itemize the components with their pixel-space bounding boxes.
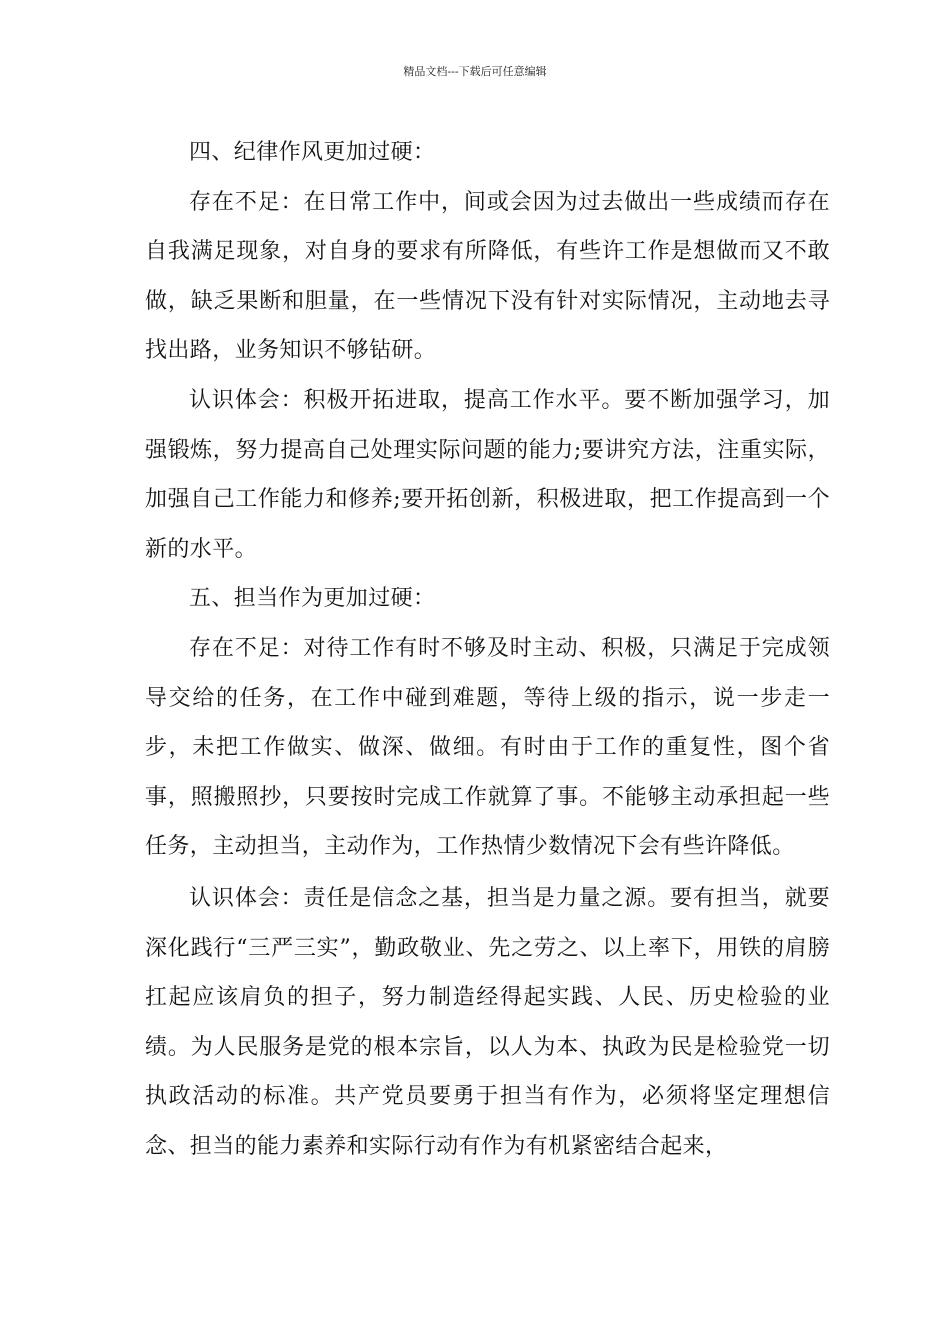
section-heading-responsibility: 五、担当作为更加过硬：	[189, 586, 436, 612]
paragraph-reflection-discipline: 认识体会：积极开拓进取，提高工作水平。要不断加强学习，加强锻炼，努力提高自己处理实际问题的能力;要讲究方法，注重实际，加强自己工作能力和修养;要开拓创新，积极进取，把工作提高到一个新的水平。	[145, 387, 830, 562]
paragraph-reflection-responsibility: 认识体会：责任是信念之基，担当是力量之源。要有担当，就要深化践行“三严三实”，勤政敬业、先之劳之、以上率下，用铁的肩膀扛起应该肩负的担子，努力制造经得起实践、人民、历史检验的业绩。为人民服务是党的根本宗旨，以人为本、执政为民是检验党一切执政活动的标准。共产党员要勇于担当有作为，必须将坚定理想信念、担当的能力素养和实际行动有作为有机紧密结合起来，	[145, 885, 830, 1159]
section-heading-discipline: 四、纪律作风更加过硬：	[189, 140, 436, 165]
paragraph-shortcomings-responsibility: 存在不足：对待工作有时不够及时主动、积极，只满足于完成领导交给的任务，在工作中碰到难题，等待上级的指示，说一步走一步，未把工作做实、做深、做细。有时由于工作的重复性，图个省事，照搬照抄，只要按时完成工作就算了事。不能够主动承担起一些任务，主动担当，主动作为，工作热情少数情况下会有些许降低。	[145, 635, 830, 860]
page-header-note: 精品文档---下载后可任意编辑	[403, 65, 547, 78]
paragraph-shortcomings-discipline: 存在不足：在日常工作中，间或会因为过去做出一些成绩而存在自我满足现象，对自身的要求有所降低，有些许工作是想做而又不敢做，缺乏果断和胆量，在一些情况下没有针对实际情况，主动地去寻找出路，业务知识不够钻研。	[145, 189, 830, 364]
document-body	[145, 128, 830, 1171]
